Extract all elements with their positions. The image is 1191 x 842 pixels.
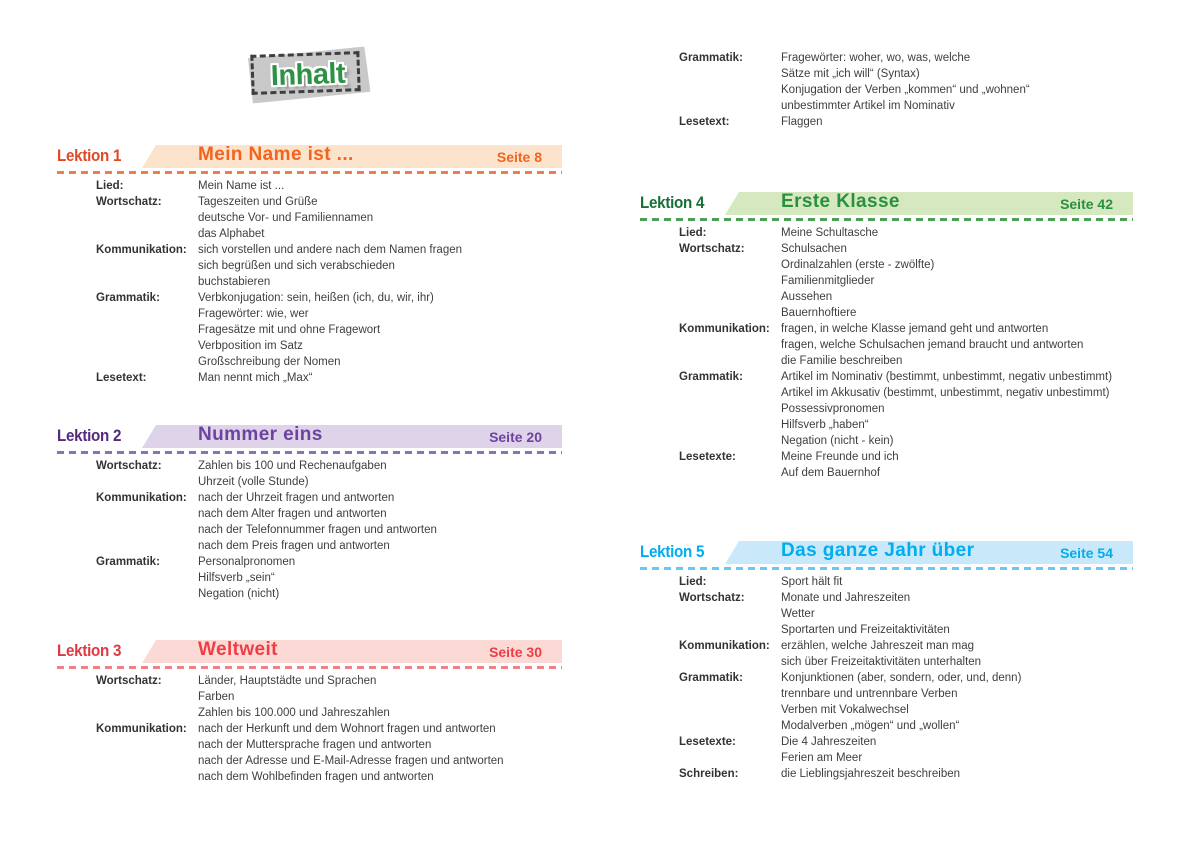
row-lines bbox=[781, 225, 1133, 241]
content-row bbox=[640, 590, 1133, 638]
content-row bbox=[640, 574, 1133, 590]
content-row bbox=[640, 766, 1133, 782]
content-line: Bauernhoftiere bbox=[781, 307, 857, 319]
row-lines bbox=[781, 241, 1133, 321]
content-line: Negation (nicht - kein) bbox=[781, 435, 894, 447]
logo-title: Inhalt bbox=[270, 57, 346, 92]
content-line: Monate und Jahreszeiten bbox=[781, 592, 911, 604]
content-line: Die 4 Jahreszeiten bbox=[781, 736, 877, 748]
lektion-label: Lektion 2 bbox=[57, 427, 122, 445]
content-row bbox=[57, 554, 562, 602]
content-line: fragen, in welche Klasse jemand geht und antworten bbox=[781, 323, 1049, 335]
content-line: nach der Telefonnummer fragen und antworten bbox=[198, 524, 437, 536]
content-line: Hilfsverb „sein“ bbox=[198, 572, 275, 584]
content-line: die Familie beschreiben bbox=[781, 355, 903, 367]
lesson-body bbox=[640, 574, 1133, 782]
row-lines bbox=[198, 370, 562, 386]
lesson-body bbox=[57, 178, 562, 386]
row-lines bbox=[198, 178, 562, 194]
row-lines bbox=[781, 321, 1133, 369]
content-line: Negation (nicht) bbox=[198, 588, 280, 600]
row-label: Lesetexte: bbox=[679, 451, 736, 463]
lesson-block bbox=[57, 425, 562, 602]
lektion-label: Lektion 4 bbox=[640, 194, 705, 212]
header-dash-line bbox=[640, 567, 1133, 570]
content-line: nach dem Alter fragen und antworten bbox=[198, 508, 387, 520]
content-row bbox=[57, 490, 562, 554]
lesson-title: Das ganze Jahr über bbox=[781, 540, 975, 561]
row-lines bbox=[198, 490, 562, 554]
row-label: Grammatik: bbox=[679, 672, 743, 684]
content-line: Meine Freunde und ich bbox=[781, 451, 899, 463]
row-lines bbox=[198, 194, 562, 242]
row-label: Lied: bbox=[679, 576, 707, 588]
lesson-header bbox=[57, 425, 562, 456]
content-row bbox=[640, 114, 1133, 130]
content-line: Auf dem Bauernhof bbox=[781, 467, 881, 479]
content-line: Modalverben „mögen“ und „wollen“ bbox=[781, 720, 960, 732]
row-lines bbox=[781, 574, 1133, 590]
content-line: Verbposition im Satz bbox=[198, 340, 303, 352]
lesson-body bbox=[640, 50, 1133, 130]
content-line: Flaggen bbox=[781, 116, 823, 128]
content-line: das Alphabet bbox=[198, 228, 265, 240]
content-line: nach dem Preis fragen und antworten bbox=[198, 540, 390, 552]
page-number: Seite 54 bbox=[1060, 545, 1113, 561]
row-label: Wortschatz: bbox=[96, 460, 162, 472]
row-label: Lesetext: bbox=[679, 116, 730, 128]
content-row bbox=[57, 458, 562, 490]
row-label: Kommunikation: bbox=[679, 640, 770, 652]
header-dash-line bbox=[57, 666, 562, 669]
content-row bbox=[640, 734, 1133, 766]
row-lines bbox=[781, 590, 1133, 638]
content-row bbox=[640, 225, 1133, 241]
row-lines bbox=[198, 721, 562, 785]
page-number: Seite 30 bbox=[489, 644, 542, 660]
row-label: Wortschatz: bbox=[96, 196, 162, 208]
content-line: Personalpronomen bbox=[198, 556, 296, 568]
row-label: Kommunikation: bbox=[96, 244, 187, 256]
content-row bbox=[57, 242, 562, 290]
content-line: nach der Herkunft und dem Wohnort fragen und antworten bbox=[198, 723, 496, 735]
page-number: Seite 8 bbox=[496, 149, 542, 165]
content-line: Länder, Hauptstädte und Sprachen bbox=[198, 675, 377, 687]
content-row bbox=[57, 290, 562, 370]
page-number: Seite 42 bbox=[1060, 196, 1113, 212]
row-lines bbox=[781, 50, 1133, 114]
row-lines bbox=[198, 242, 562, 290]
lesson-block bbox=[640, 541, 1133, 782]
column-right bbox=[640, 50, 1133, 782]
content-line: Verbkonjugation: sein, heißen (ich, du, wir, ihr) bbox=[198, 292, 434, 304]
content-row bbox=[57, 721, 562, 785]
content-line: Ferien am Meer bbox=[781, 752, 863, 764]
content-line: Uhrzeit (volle Stunde) bbox=[198, 476, 309, 488]
content-row bbox=[57, 673, 562, 721]
row-lines bbox=[198, 554, 562, 602]
content-row bbox=[640, 241, 1133, 321]
content-line: Fragewörter: wie, wer bbox=[198, 308, 309, 320]
content-line: Sätze mit „ich will“ (Syntax) bbox=[781, 68, 920, 80]
lesson-block bbox=[57, 145, 562, 386]
lesson-header bbox=[640, 541, 1133, 572]
content-line: Schulsachen bbox=[781, 243, 847, 255]
lesson-header bbox=[640, 192, 1133, 223]
lektion-label: Lektion 5 bbox=[640, 543, 705, 561]
row-lines bbox=[781, 114, 1133, 130]
content-line: Fragewörter: woher, wo, was, welche bbox=[781, 52, 971, 64]
content-line: Meine Schultasche bbox=[781, 227, 879, 239]
content-line: Zahlen bis 100 und Rechenaufgaben bbox=[198, 460, 387, 472]
content-row bbox=[640, 449, 1133, 481]
content-line: nach der Adresse und E-Mail-Adresse fragen und antworten bbox=[198, 755, 504, 767]
content-line: Konjunktionen (aber, sondern, oder, und, denn) bbox=[781, 672, 1022, 684]
content-line: buchstabieren bbox=[198, 276, 271, 288]
content-line: Familienmitglieder bbox=[781, 275, 875, 287]
content-line: Verben mit Vokalwechsel bbox=[781, 704, 909, 716]
row-lines bbox=[198, 673, 562, 721]
content-line: nach der Uhrzeit fragen und antworten bbox=[198, 492, 395, 504]
row-lines bbox=[781, 766, 1133, 782]
row-label: Wortschatz: bbox=[679, 592, 745, 604]
content-line: erzählen, welche Jahreszeit man mag bbox=[781, 640, 975, 652]
content-line: Possessivpronomen bbox=[781, 403, 885, 415]
content-line: Großschreibung der Nomen bbox=[198, 356, 341, 368]
content-line: Mein Name ist ... bbox=[198, 180, 285, 192]
lesson-block bbox=[640, 50, 1133, 130]
row-lines bbox=[781, 449, 1133, 481]
content-line: Hilfsverb „haben“ bbox=[781, 419, 869, 431]
lesson-body bbox=[57, 673, 562, 785]
row-lines bbox=[781, 638, 1133, 670]
content-line: Zahlen bis 100.000 und Jahreszahlen bbox=[198, 707, 390, 719]
content-line: unbestimmter Artikel im Nominativ bbox=[781, 100, 955, 112]
row-label: Lied: bbox=[679, 227, 707, 239]
lektion-label: Lektion 3 bbox=[57, 642, 122, 660]
row-label: Lied: bbox=[96, 180, 124, 192]
content-row bbox=[640, 670, 1133, 734]
inhalt-logo bbox=[246, 48, 370, 102]
content-line: nach dem Wohlbefinden fragen und antworten bbox=[198, 771, 434, 783]
content-line: Artikel im Akkusativ (bestimmt, unbestimmt, negativ unbestimmt) bbox=[781, 387, 1110, 399]
content-row bbox=[57, 178, 562, 194]
lektion-label: Lektion 1 bbox=[57, 147, 122, 165]
content-line: Artikel im Nominativ (bestimmt, unbestimmt, negativ unbestimmt) bbox=[781, 371, 1113, 383]
content-line: sich begrüßen und sich verabschieden bbox=[198, 260, 395, 272]
lesson-body bbox=[640, 225, 1133, 481]
lesson-title: Nummer eins bbox=[198, 424, 323, 445]
row-lines bbox=[781, 670, 1133, 734]
row-label: Lesetexte: bbox=[679, 736, 736, 748]
content-line: Wetter bbox=[781, 608, 815, 620]
content-line: die Lieblingsjahreszeit beschreiben bbox=[781, 768, 961, 780]
header-dash-line bbox=[57, 451, 562, 454]
row-lines bbox=[781, 734, 1133, 766]
content-row bbox=[640, 321, 1133, 369]
row-label: Grammatik: bbox=[679, 371, 743, 383]
content-line: sich über Freizeitaktivitäten unterhalten bbox=[781, 656, 982, 668]
content-line: Farben bbox=[198, 691, 235, 703]
column-left bbox=[57, 145, 562, 785]
content-line: nach der Muttersprache fragen und antworten bbox=[198, 739, 432, 751]
content-line: deutsche Vor- und Familiennamen bbox=[198, 212, 374, 224]
content-row bbox=[57, 194, 562, 242]
lesson-title: Mein Name ist ... bbox=[198, 144, 354, 165]
lesson-block bbox=[640, 192, 1133, 481]
header-dash-line bbox=[57, 171, 562, 174]
content-line: Ordinalzahlen (erste - zwölfte) bbox=[781, 259, 935, 271]
content-line: Konjugation der Verben „kommen“ und „wohnen“ bbox=[781, 84, 1030, 96]
content-line: Aussehen bbox=[781, 291, 833, 303]
lesson-title: Erste Klasse bbox=[781, 191, 900, 212]
content-row bbox=[57, 370, 562, 386]
lesson-header bbox=[57, 145, 562, 176]
row-label: Kommunikation: bbox=[96, 723, 187, 735]
row-lines bbox=[198, 458, 562, 490]
row-lines bbox=[198, 290, 562, 370]
row-label: Wortschatz: bbox=[96, 675, 162, 687]
lesson-body bbox=[57, 458, 562, 602]
header-dash-line bbox=[640, 218, 1133, 221]
content-line: Sport hält fit bbox=[781, 576, 843, 588]
row-label: Wortschatz: bbox=[679, 243, 745, 255]
lesson-block bbox=[57, 640, 562, 785]
content-line: sich vorstellen und andere nach dem Namen fragen bbox=[198, 244, 463, 256]
row-label: Lesetext: bbox=[96, 372, 147, 384]
lesson-header bbox=[57, 640, 562, 671]
row-label: Kommunikation: bbox=[679, 323, 770, 335]
lesson-title: Weltweit bbox=[198, 639, 278, 660]
page-number: Seite 20 bbox=[489, 429, 542, 445]
row-label: Schreiben: bbox=[679, 768, 739, 780]
content-row bbox=[640, 369, 1133, 449]
content-line: Sportarten und Freizeitaktivitäten bbox=[781, 624, 950, 636]
content-line: Fragesätze mit und ohne Fragewort bbox=[198, 324, 381, 336]
row-label: Grammatik: bbox=[96, 292, 160, 304]
row-lines bbox=[781, 369, 1133, 449]
content-row bbox=[640, 638, 1133, 670]
content-line: trennbare und untrennbare Verben bbox=[781, 688, 958, 700]
row-label: Kommunikation: bbox=[96, 492, 187, 504]
content-row bbox=[640, 50, 1133, 114]
content-line: Tageszeiten und Grüße bbox=[198, 196, 318, 208]
content-line: Man nennt mich „Max“ bbox=[198, 372, 313, 384]
row-label: Grammatik: bbox=[679, 52, 743, 64]
content-line: fragen, welche Schulsachen jemand braucht und antworten bbox=[781, 339, 1084, 351]
row-label: Grammatik: bbox=[96, 556, 160, 568]
